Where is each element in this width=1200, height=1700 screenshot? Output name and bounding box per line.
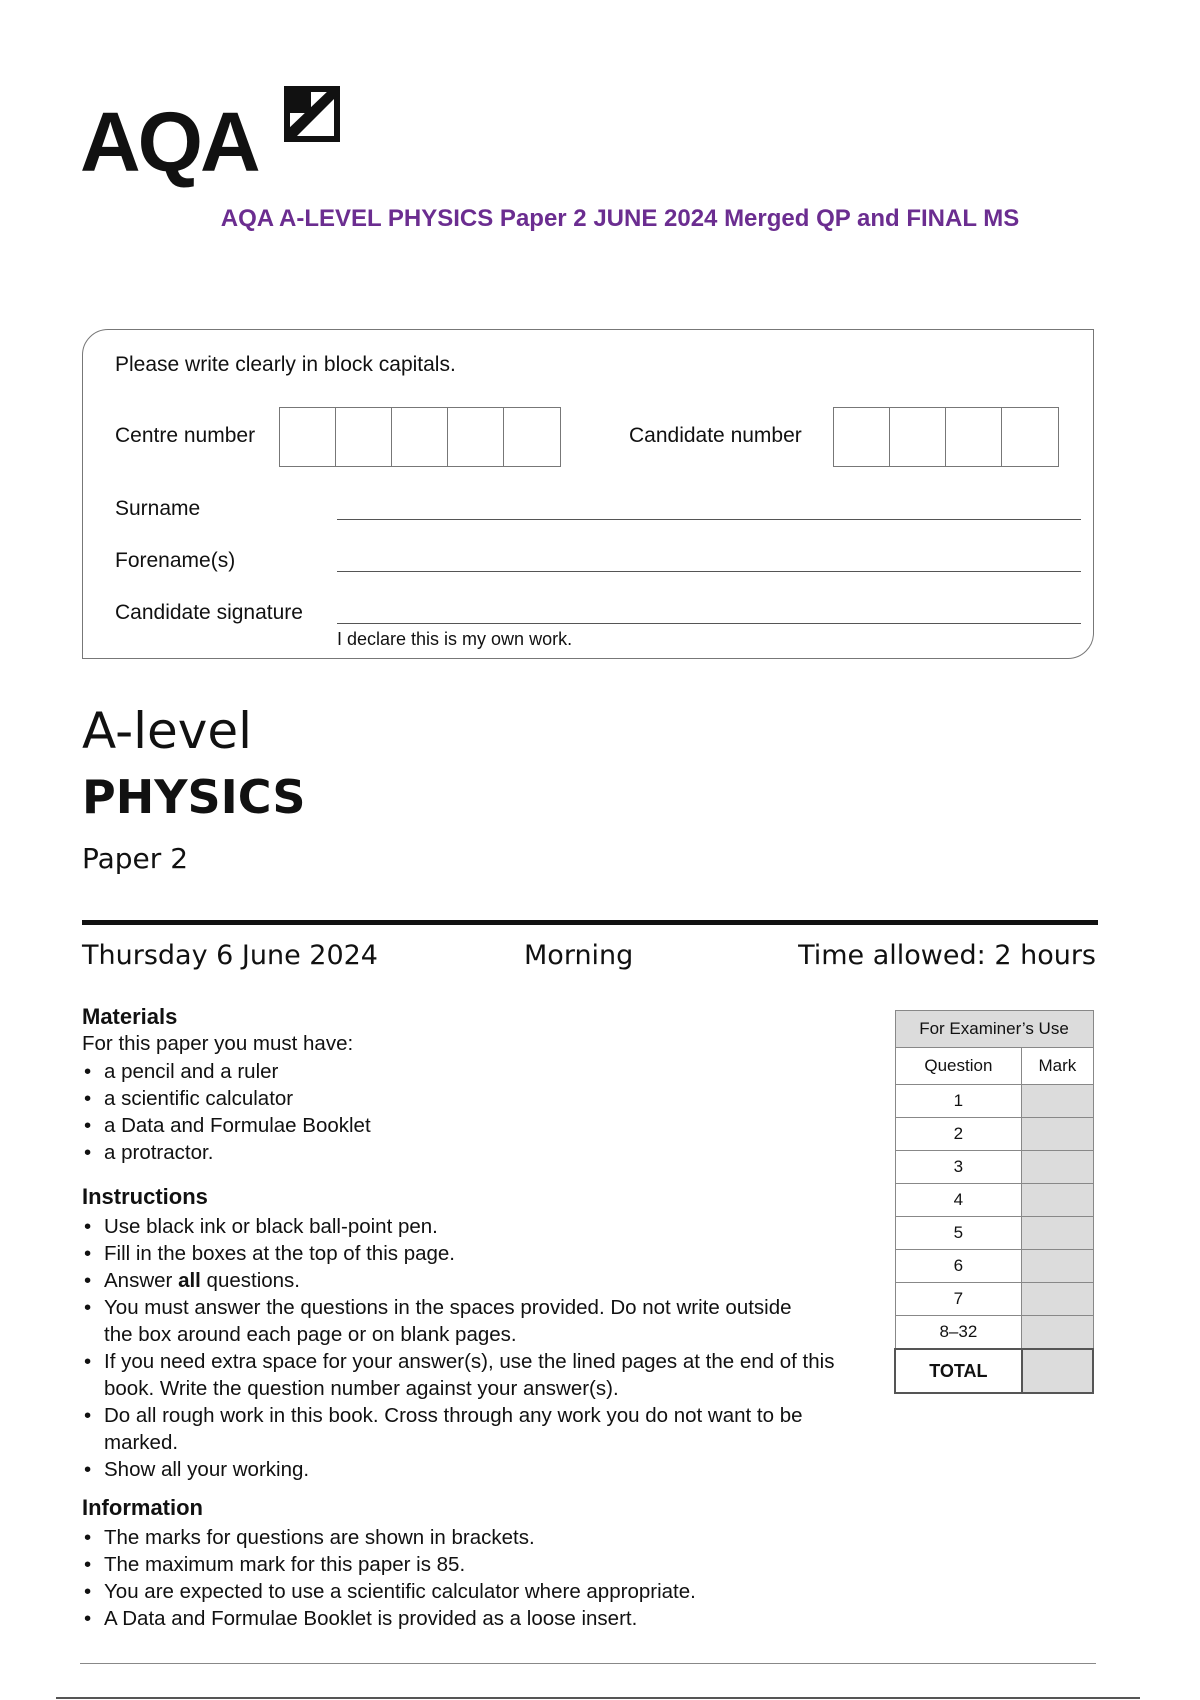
table-row <box>895 1085 1093 1118</box>
mark-cell[interactable] <box>1022 1316 1093 1350</box>
candidate-number-digit[interactable] <box>946 408 1002 466</box>
subject-title: PHYSICS <box>82 770 306 824</box>
surname-label: Surname <box>115 497 201 520</box>
list-item: • A Data and Formulae Booklet is provided as a loose insert. <box>82 1605 882 1632</box>
forenames-field[interactable] <box>337 571 1081 572</box>
materials-list <box>82 1058 882 1166</box>
instructions-heading: Instructions <box>82 1184 208 1209</box>
question-number: 8–32 <box>895 1316 1022 1350</box>
instructions-list <box>82 1213 862 1483</box>
list-item: • Do all rough work in this book. Cross through any work you do not want to be marked. <box>82 1402 824 1456</box>
total-mark-cell[interactable] <box>1022 1349 1093 1393</box>
centre-number-digit[interactable] <box>336 408 392 466</box>
list-item: • The marks for questions are shown in brackets. <box>82 1524 882 1551</box>
centre-number-boxes[interactable] <box>279 407 561 467</box>
materials-intro: For this paper you must have: <box>82 1032 354 1055</box>
list-item: • Use black ink or black ball-point pen. <box>82 1213 862 1240</box>
candidate-number-label: Candidate number <box>629 424 802 447</box>
table-row <box>895 1250 1093 1283</box>
examiner-use-table <box>894 1010 1094 1394</box>
list-item: • a Data and Formulae Booklet <box>82 1112 882 1139</box>
table-row <box>895 1151 1093 1184</box>
materials-heading: Materials <box>82 1004 178 1029</box>
list-item: • The maximum mark for this paper is 85. <box>82 1551 882 1578</box>
exam-date: Thursday 6 June 2024 <box>82 940 378 971</box>
candidate-number-digit[interactable] <box>1002 408 1058 466</box>
mark-cell[interactable] <box>1022 1217 1093 1250</box>
examiner-table-title: For Examiner’s Use <box>895 1011 1093 1048</box>
aqa-logo <box>80 86 350 189</box>
question-number: 2 <box>895 1118 1022 1151</box>
information-heading: Information <box>82 1495 203 1520</box>
table-row <box>895 1283 1093 1316</box>
emphasis-all: all <box>178 1269 201 1292</box>
list-item: • You must answer the questions in the spaces provided. Do not write outside the box around each page or on blank pages. <box>82 1294 794 1348</box>
aqa-logo-mark-icon <box>284 86 340 142</box>
total-row <box>895 1349 1093 1393</box>
mark-cell[interactable] <box>1022 1085 1093 1118</box>
signature-field[interactable] <box>337 623 1081 624</box>
footer-divider <box>80 1663 1096 1664</box>
candidate-number-digit[interactable] <box>834 408 890 466</box>
table-row <box>895 1184 1093 1217</box>
mark-cell[interactable] <box>1022 1184 1093 1217</box>
centre-number-digit[interactable] <box>280 408 336 466</box>
list-item: • If you need extra space for your answer(s), use the lined pages at the end of this book. Write the question number against your answer(s). <box>82 1348 862 1402</box>
paper-title: Paper 2 <box>82 842 189 875</box>
question-number: 6 <box>895 1250 1022 1283</box>
table-row <box>895 1316 1093 1350</box>
qualification-title: A-level <box>82 702 253 760</box>
information-list <box>82 1524 882 1632</box>
total-label: TOTAL <box>895 1349 1022 1393</box>
mark-cell[interactable] <box>1022 1283 1093 1316</box>
list-item: • Answer all questions. <box>82 1267 862 1294</box>
surname-field[interactable] <box>337 519 1081 520</box>
question-number: 1 <box>895 1085 1022 1118</box>
declaration-text: I declare this is my own work. <box>337 629 573 649</box>
mark-cell[interactable] <box>1022 1118 1093 1151</box>
question-column-header: Question <box>895 1048 1022 1085</box>
signature-label: Candidate signature <box>115 601 303 624</box>
question-number: 5 <box>895 1217 1022 1250</box>
document-heading: AQA A-LEVEL PHYSICS Paper 2 JUNE 2024 Merged QP and FINAL MS <box>220 205 1020 232</box>
divider <box>82 920 1098 925</box>
centre-number-label: Centre number <box>115 424 256 447</box>
table-row <box>895 1118 1093 1151</box>
block-capitals-instruction: Please write clearly in block capitals. <box>115 353 456 376</box>
list-item: • a protractor. <box>82 1139 882 1166</box>
centre-number-digit[interactable] <box>448 408 504 466</box>
centre-number-digit[interactable] <box>392 408 448 466</box>
list-item: • Fill in the boxes at the top of this page. <box>82 1240 862 1267</box>
mark-column-header: Mark <box>1022 1048 1093 1085</box>
exam-session: Morning <box>524 940 634 971</box>
page-bottom-edge <box>56 1697 1140 1699</box>
list-item: • You are expected to use a scientific calculator where appropriate. <box>82 1578 882 1605</box>
mark-cell[interactable] <box>1022 1250 1093 1283</box>
candidate-number-digit[interactable] <box>890 408 946 466</box>
question-number: 7 <box>895 1283 1022 1316</box>
list-item: • Show all your working. <box>82 1456 862 1483</box>
logo-text: AQA <box>80 95 258 189</box>
list-item: • a pencil and a ruler <box>82 1058 882 1085</box>
list-item: • a scientific calculator <box>82 1085 882 1112</box>
table-row <box>895 1217 1093 1250</box>
candidate-number-boxes[interactable] <box>833 407 1059 467</box>
time-allowed: Time allowed: 2 hours <box>798 940 1096 971</box>
question-number: 4 <box>895 1184 1022 1217</box>
forenames-label: Forename(s) <box>115 549 236 572</box>
candidate-details-box <box>82 329 1094 659</box>
mark-cell[interactable] <box>1022 1151 1093 1184</box>
centre-number-digit[interactable] <box>504 408 560 466</box>
question-number: 3 <box>895 1151 1022 1184</box>
